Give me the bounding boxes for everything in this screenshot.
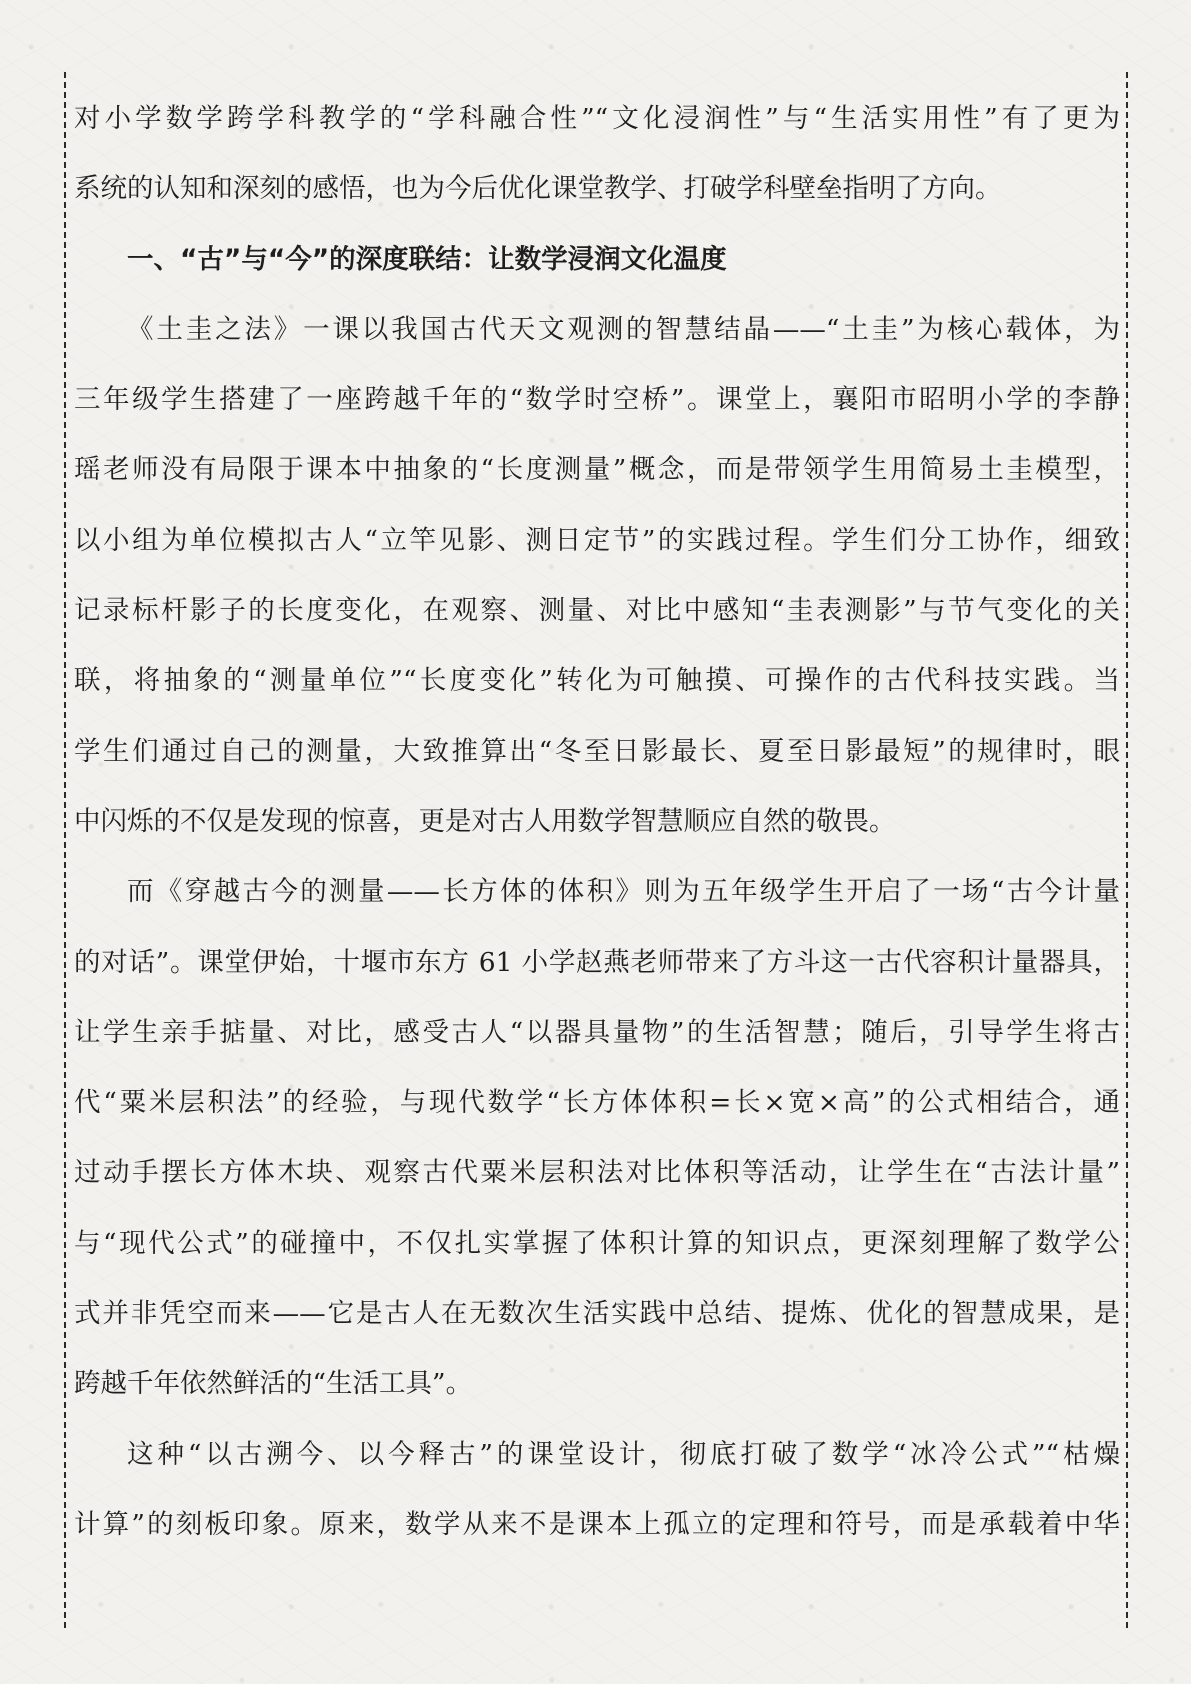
page-border-left bbox=[64, 72, 66, 1628]
text-line: 记录标杆影子的长度变化，在观察、测量、对比中感知“圭表测影”与节气变化的关 bbox=[74, 595, 1120, 627]
text-line: 联，将抽象的“测量单位”“长度变化”转化为可触摸、可操作的古代科技实践。当 bbox=[74, 665, 1120, 697]
text-line: 瑶老师没有局限于课本中抽象的“长度测量”概念，而是带领学生用简易土圭模型， bbox=[74, 454, 1120, 486]
text-line: 的对话”。课堂伊始，十堰市东方 61 小学赵燕老师带来了方斗这一古代容积计量器具， bbox=[74, 946, 1120, 978]
text-line: 《土圭之法》一课以我国古代天文观测的智慧结晶——“土圭”为核心载体，为 bbox=[127, 313, 1120, 345]
text-line: 而《穿越古今的测量——长方体的体积》则为五年级学生开启了一场“古今计量 bbox=[127, 876, 1120, 908]
document-body bbox=[74, 84, 1120, 1640]
text-line: 以小组为单位模拟古人“立竿见影、测日定节”的实践过程。学生们分工协作，细致 bbox=[74, 524, 1120, 556]
text-line: 跨越千年依然鲜活的“生活工具”。 bbox=[74, 1368, 473, 1400]
text-line: 代“粟米层积法”的经验，与现代数学“长方体体积=长×宽×高”的公式相结合，通 bbox=[74, 1087, 1120, 1119]
text-line: 与“现代公式”的碰撞中，不仅扎实掌握了体积计算的知识点，更深刻理解了数学公 bbox=[74, 1227, 1120, 1259]
text-line: 过动手摆长方体木块、观察古代粟米层积法对比体积等活动，让学生在“古法计量” bbox=[74, 1157, 1120, 1189]
text-line: 式并非凭空而来——它是古人在无数次生活实践中总结、提炼、优化的智慧成果，是 bbox=[74, 1298, 1120, 1330]
text-line: 中闪烁的不仅是发现的惊喜，更是对古人用数学智慧顺应自然的敬畏。 bbox=[74, 805, 896, 837]
text-line: 系统的认知和深刻的感悟，也为今后优化课堂教学、打破学科壁垒指明了方向。 bbox=[74, 173, 1002, 205]
text-line: 让学生亲手掂量、对比，感受古人“以器具量物”的生活智慧；随后，引导学生将古 bbox=[74, 1016, 1120, 1048]
text-line: 学生们通过自己的测量，大致推算出“冬至日影最长、夏至日影最短”的规律时，眼 bbox=[74, 735, 1120, 767]
text-line: 三年级学生搭建了一座跨越千年的“数学时空桥”。课堂上，襄阳市昭明小学的李静 bbox=[74, 384, 1120, 416]
text-line: 计算”的刻板印象。原来，数学从来不是课本上孤立的定理和符号，而是承载着中华 bbox=[74, 1508, 1120, 1540]
page-border-right bbox=[1126, 72, 1128, 1628]
text-line: 对小学数学跨学科教学的“学科融合性”“文化浸润性”与“生活实用性”有了更为 bbox=[74, 103, 1120, 134]
text-line: 这种“以古溯今、以今释古”的课堂设计，彻底打破了数学“冰冷公式”“枯燥 bbox=[127, 1438, 1120, 1470]
section-heading: 一、“古”与“今”的深度联结：让数学浸润文化温度 bbox=[127, 243, 727, 275]
